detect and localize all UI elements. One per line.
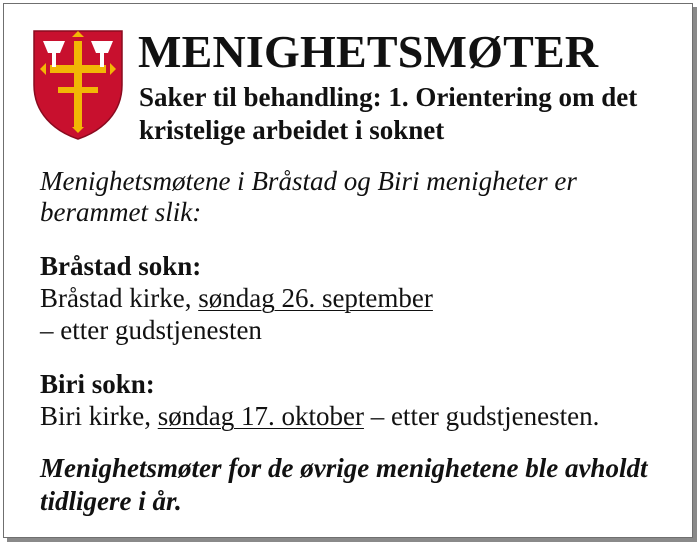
section-heading: Bråstad sokn: — [40, 251, 202, 281]
after-text: – etter gudstjenesten. — [363, 401, 600, 431]
section-line — [40, 400, 680, 432]
section-line — [40, 282, 680, 314]
page-title: MENIGHETSMØTER — [138, 26, 599, 77]
church-of-norway-emblem-icon — [32, 29, 124, 141]
section-brastad — [40, 250, 680, 346]
subtitle: Saker til behandling: 1. Orientering om det kristelige arbeidet i soknet — [139, 82, 638, 145]
place-text: Bråstad kirke, — [40, 283, 199, 313]
place-text: Biri kirke, — [40, 401, 158, 431]
intro-text: Menighetsmøtene i Bråstad og Biri menigheter er berammet slik: — [40, 166, 577, 227]
date-text: søndag 26. september — [198, 283, 433, 313]
date-text: søndag 17. oktober — [157, 401, 364, 431]
closing-text: Menighetsmøter for de øvrige menighetene ble avholdt tidligere i år. — [40, 453, 648, 516]
after-text: – etter gudstjenesten — [40, 315, 262, 345]
notice-frame — [3, 3, 693, 538]
section-heading: Biri sokn: — [40, 369, 155, 399]
section-biri — [40, 368, 680, 432]
